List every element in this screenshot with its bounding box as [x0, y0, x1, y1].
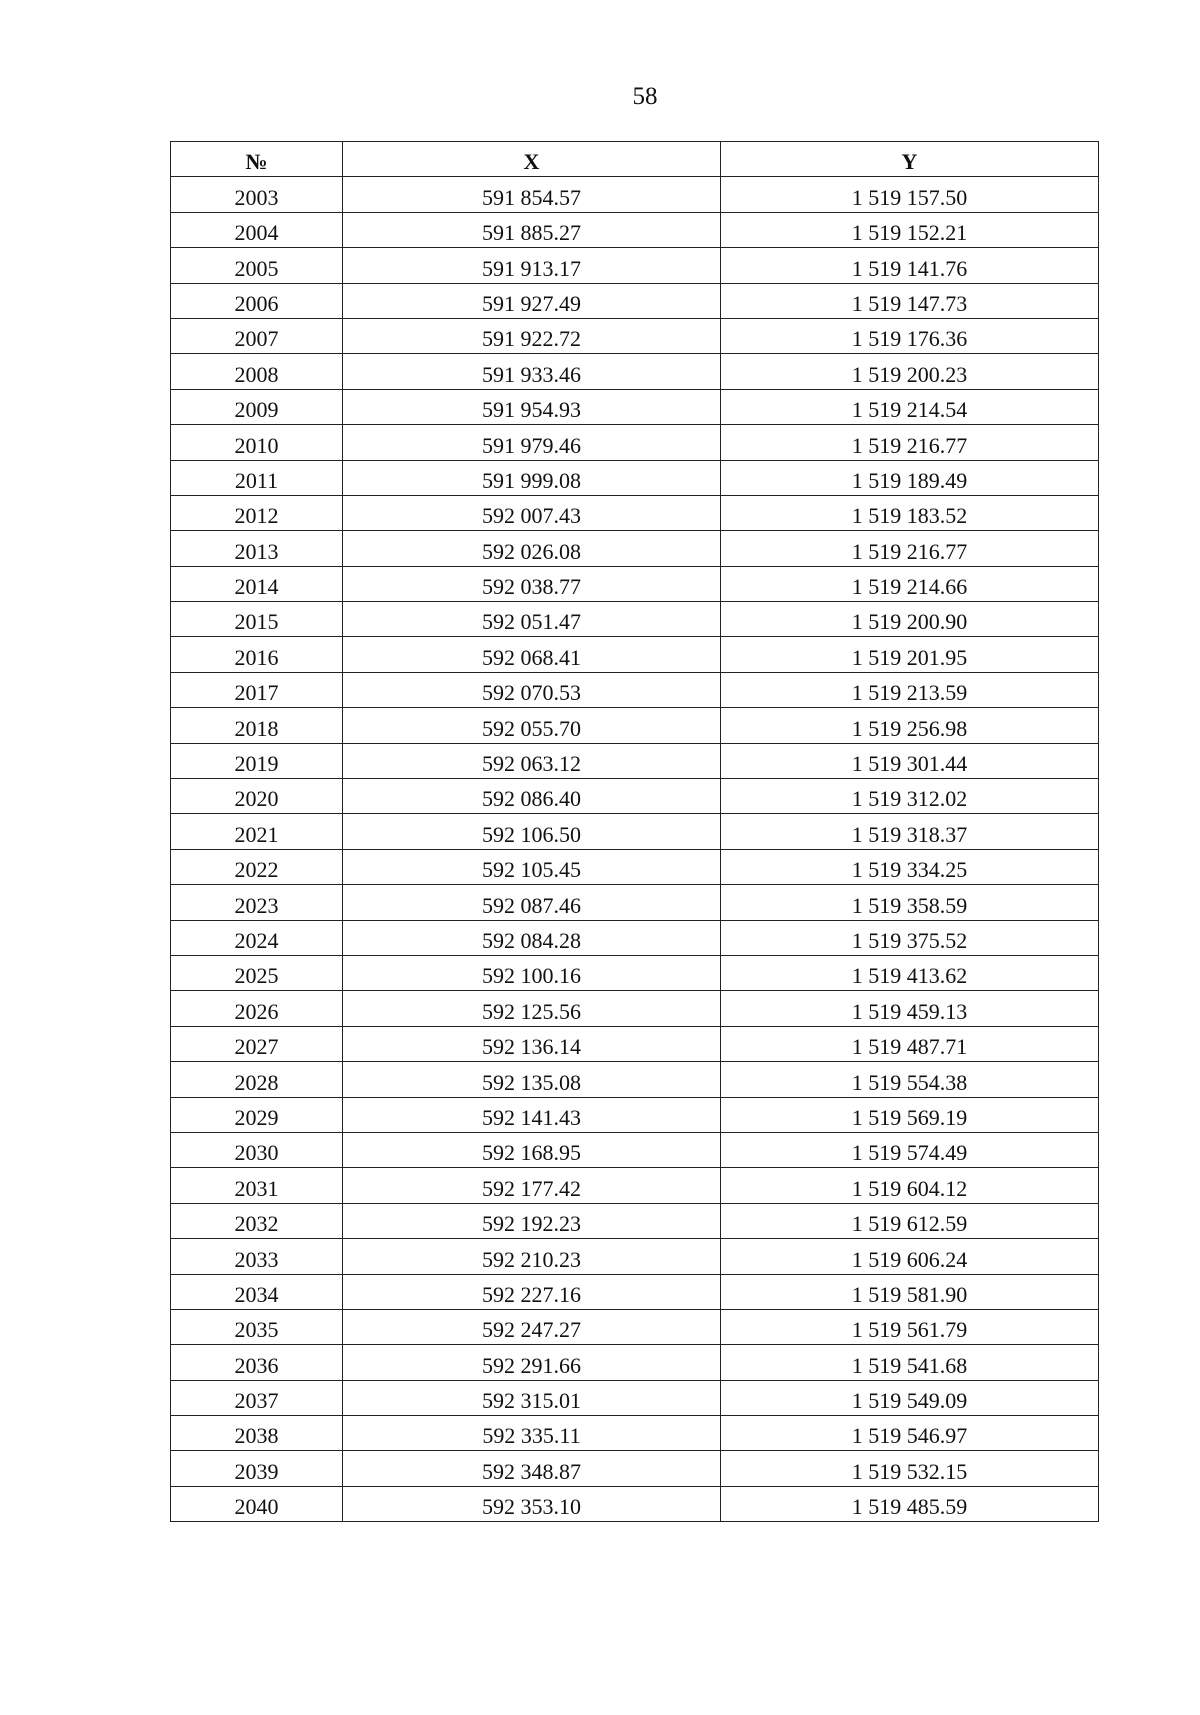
cell-y: 1 519 301.44 [721, 743, 1099, 778]
table-row [171, 885, 1099, 920]
cell-y: 1 519 200.90 [721, 602, 1099, 637]
cell-y: 1 519 214.66 [721, 566, 1099, 601]
cell-y: 1 519 334.25 [721, 849, 1099, 884]
table-row [171, 212, 1099, 247]
cell-x: 591 913.17 [343, 248, 721, 283]
table-row [171, 1274, 1099, 1309]
cell-number: 2036 [171, 1345, 343, 1380]
cell-number: 2004 [171, 212, 343, 247]
cell-y: 1 519 176.36 [721, 318, 1099, 353]
cell-x: 592 135.08 [343, 1062, 721, 1097]
cell-y: 1 519 612.59 [721, 1203, 1099, 1238]
cell-number: 2014 [171, 566, 343, 601]
cell-x: 592 177.42 [343, 1168, 721, 1203]
table-row [171, 814, 1099, 849]
table-row [171, 743, 1099, 778]
cell-number: 2029 [171, 1097, 343, 1132]
cell-x: 592 051.47 [343, 602, 721, 637]
cell-y: 1 519 485.59 [721, 1486, 1099, 1521]
cell-number: 2026 [171, 991, 343, 1026]
cell-number: 2011 [171, 460, 343, 495]
cell-y: 1 519 487.71 [721, 1026, 1099, 1061]
table-row [171, 389, 1099, 424]
cell-y: 1 519 574.49 [721, 1132, 1099, 1167]
table-row [171, 672, 1099, 707]
cell-x: 592 335.11 [343, 1416, 721, 1451]
cell-number: 2010 [171, 425, 343, 460]
cell-number: 2031 [171, 1168, 343, 1203]
cell-x: 592 086.40 [343, 779, 721, 814]
cell-y: 1 519 256.98 [721, 708, 1099, 743]
cell-y: 1 519 604.12 [721, 1168, 1099, 1203]
cell-y: 1 519 189.49 [721, 460, 1099, 495]
table-row [171, 1416, 1099, 1451]
cell-number: 2035 [171, 1309, 343, 1344]
cell-y: 1 519 201.95 [721, 637, 1099, 672]
cell-number: 2008 [171, 354, 343, 389]
table-row [171, 637, 1099, 672]
cell-y: 1 519 561.79 [721, 1309, 1099, 1344]
cell-y: 1 519 213.59 [721, 672, 1099, 707]
header-y: Y [721, 142, 1099, 177]
cell-y: 1 519 183.52 [721, 495, 1099, 530]
cell-number: 2030 [171, 1132, 343, 1167]
cell-number: 2015 [171, 602, 343, 637]
cell-y: 1 519 141.76 [721, 248, 1099, 283]
cell-y: 1 519 546.97 [721, 1416, 1099, 1451]
cell-number: 2037 [171, 1380, 343, 1415]
cell-x: 591 979.46 [343, 425, 721, 460]
cell-number: 2033 [171, 1239, 343, 1274]
table-row [171, 354, 1099, 389]
cell-y: 1 519 200.23 [721, 354, 1099, 389]
cell-y: 1 519 157.50 [721, 177, 1099, 212]
cell-y: 1 519 459.13 [721, 991, 1099, 1026]
table-row [171, 495, 1099, 530]
page-number: 58 [632, 83, 658, 110]
table-row [171, 177, 1099, 212]
table-row [171, 1026, 1099, 1061]
table-row [171, 425, 1099, 460]
cell-y: 1 519 375.52 [721, 920, 1099, 955]
cell-number: 2016 [171, 637, 343, 672]
cell-x: 592 210.23 [343, 1239, 721, 1274]
cell-number: 2024 [171, 920, 343, 955]
coordinates-table [170, 141, 1099, 1522]
table-header [171, 142, 1099, 177]
cell-number: 2025 [171, 955, 343, 990]
cell-y: 1 519 606.24 [721, 1239, 1099, 1274]
cell-x: 592 084.28 [343, 920, 721, 955]
cell-y: 1 519 214.54 [721, 389, 1099, 424]
cell-number: 2009 [171, 389, 343, 424]
table-row [171, 1203, 1099, 1238]
cell-number: 2034 [171, 1274, 343, 1309]
cell-x: 592 100.16 [343, 955, 721, 990]
cell-y: 1 519 358.59 [721, 885, 1099, 920]
cell-y: 1 519 569.19 [721, 1097, 1099, 1132]
table-row [171, 708, 1099, 743]
cell-y: 1 519 147.73 [721, 283, 1099, 318]
cell-number: 2039 [171, 1451, 343, 1486]
cell-number: 2022 [171, 849, 343, 884]
cell-number: 2012 [171, 495, 343, 530]
table-row [171, 460, 1099, 495]
cell-x: 592 026.08 [343, 531, 721, 566]
cell-x: 592 068.41 [343, 637, 721, 672]
cell-x: 592 105.45 [343, 849, 721, 884]
cell-x: 592 125.56 [343, 991, 721, 1026]
cell-number: 2019 [171, 743, 343, 778]
header-number: № [171, 142, 343, 177]
table-row [171, 602, 1099, 637]
cell-number: 2006 [171, 283, 343, 318]
table-row [171, 1380, 1099, 1415]
cell-x: 591 954.93 [343, 389, 721, 424]
cell-y: 1 519 312.02 [721, 779, 1099, 814]
cell-number: 2018 [171, 708, 343, 743]
cell-number: 2017 [171, 672, 343, 707]
cell-x: 592 106.50 [343, 814, 721, 849]
table-row [171, 779, 1099, 814]
table-row [171, 955, 1099, 990]
cell-y: 1 519 554.38 [721, 1062, 1099, 1097]
cell-x: 592 063.12 [343, 743, 721, 778]
cell-y: 1 519 541.68 [721, 1345, 1099, 1380]
cell-number: 2038 [171, 1416, 343, 1451]
table-row [171, 1309, 1099, 1344]
cell-y: 1 519 532.15 [721, 1451, 1099, 1486]
cell-x: 592 007.43 [343, 495, 721, 530]
table-row [171, 991, 1099, 1026]
cell-number: 2003 [171, 177, 343, 212]
cell-x: 591 933.46 [343, 354, 721, 389]
table-row [171, 849, 1099, 884]
table-row [171, 920, 1099, 955]
table-row [171, 1097, 1099, 1132]
table-row [171, 1132, 1099, 1167]
cell-y: 1 519 318.37 [721, 814, 1099, 849]
cell-number: 2032 [171, 1203, 343, 1238]
cell-x: 592 070.53 [343, 672, 721, 707]
cell-number: 2005 [171, 248, 343, 283]
table-row [171, 1062, 1099, 1097]
cell-number: 2007 [171, 318, 343, 353]
table-row [171, 566, 1099, 601]
cell-x: 592 227.16 [343, 1274, 721, 1309]
header-row [171, 142, 1099, 177]
table-row [171, 1451, 1099, 1486]
cell-x: 592 192.23 [343, 1203, 721, 1238]
cell-x: 592 291.66 [343, 1345, 721, 1380]
cell-x: 592 348.87 [343, 1451, 721, 1486]
cell-x: 592 141.43 [343, 1097, 721, 1132]
cell-number: 2013 [171, 531, 343, 566]
cell-x: 592 136.14 [343, 1026, 721, 1061]
cell-number: 2027 [171, 1026, 343, 1061]
table-row [171, 283, 1099, 318]
cell-x: 592 168.95 [343, 1132, 721, 1167]
table-row [171, 1168, 1099, 1203]
table-row [171, 1239, 1099, 1274]
cell-x: 592 247.27 [343, 1309, 721, 1344]
cell-y: 1 519 216.77 [721, 425, 1099, 460]
cell-x: 592 038.77 [343, 566, 721, 601]
cell-y: 1 519 581.90 [721, 1274, 1099, 1309]
table-row [171, 1486, 1099, 1521]
cell-x: 591 854.57 [343, 177, 721, 212]
table-row [171, 1345, 1099, 1380]
cell-x: 592 087.46 [343, 885, 721, 920]
cell-number: 2021 [171, 814, 343, 849]
cell-x: 591 927.49 [343, 283, 721, 318]
table-row [171, 531, 1099, 566]
cell-x: 592 055.70 [343, 708, 721, 743]
cell-x: 592 353.10 [343, 1486, 721, 1521]
cell-y: 1 519 549.09 [721, 1380, 1099, 1415]
table-row [171, 248, 1099, 283]
cell-x: 592 315.01 [343, 1380, 721, 1415]
header-x: X [343, 142, 721, 177]
cell-y: 1 519 216.77 [721, 531, 1099, 566]
cell-x: 591 885.27 [343, 212, 721, 247]
cell-number: 2028 [171, 1062, 343, 1097]
cell-number: 2023 [171, 885, 343, 920]
table-row [171, 318, 1099, 353]
table-body [171, 177, 1099, 1522]
cell-number: 2020 [171, 779, 343, 814]
cell-number: 2040 [171, 1486, 343, 1521]
cell-x: 591 999.08 [343, 460, 721, 495]
cell-y: 1 519 152.21 [721, 212, 1099, 247]
cell-x: 591 922.72 [343, 318, 721, 353]
cell-y: 1 519 413.62 [721, 955, 1099, 990]
